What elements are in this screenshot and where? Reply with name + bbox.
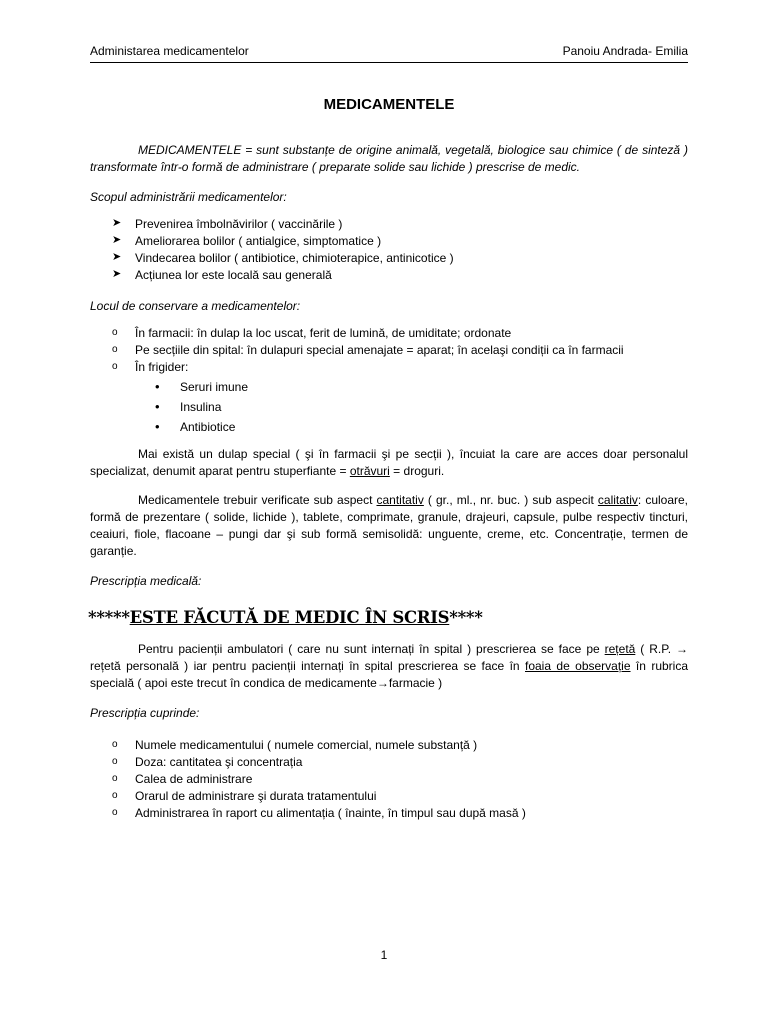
- list-item: o Calea de administrare: [112, 771, 253, 786]
- list-item: ➤ Acțiunea lor este locală sau generală: [112, 268, 332, 283]
- circle-bullet-icon: o: [112, 326, 118, 338]
- header-left: Administarea medicamentelor: [90, 44, 249, 58]
- fridge-list: [135, 379, 688, 436]
- arrow-bullet-icon: ➤: [112, 234, 122, 247]
- sub-list-item: • Seruri imune: [135, 379, 688, 396]
- list-item: o Pe secțiile din spital: în dulapuri special amenajate = aparat; în acelaşi condiții ca în farmacii: [112, 342, 624, 357]
- scope-heading: Scopul administrării medicamentelor:: [90, 190, 287, 205]
- page-number: 1: [380, 948, 388, 962]
- dot-bullet-icon: •: [155, 378, 160, 394]
- underlined-term: otrăvuri: [349, 463, 390, 478]
- dot-bullet-icon: •: [155, 418, 160, 434]
- circle-bullet-icon: o: [112, 343, 118, 355]
- sub-list-item: • Insulina: [135, 399, 688, 416]
- underlined-term: rețetă: [604, 642, 636, 657]
- circle-bullet-icon: o: [112, 755, 118, 767]
- underlined-term: cantitativ: [376, 492, 424, 507]
- intro-paragraph: MEDICAMENTELE = sunt substanțe de origine animală, vegetală, biologice sau chimice ( de sinteză ) transformate într-o formă de administrare ( preparate solide sau lichide ) prescrise de medic.: [90, 143, 688, 175]
- list-item: o În frigider: • Seruri imune • Insulina • Antibiotice: [90, 359, 688, 436]
- list-item: o Administrarea în raport cu alimentația ( înainte, în timpul sau după masă ): [112, 805, 526, 820]
- list-item: ➤ Prevenirea îmbolnăvirilor ( vaccinările ): [112, 217, 343, 232]
- arrow-bullet-icon: ➤: [112, 268, 122, 281]
- prescription-banner: *****ESTE FĂCUTĂ DE MEDIC ÎN SCRIS****: [88, 607, 483, 627]
- verify-paragraph: Medicamentele trebuir verificate sub aspect cantitativ ( gr., ml., nr. buc. ) sub aspecit calitativ: culoare, formă de prezentare ( solide, lichide ), tablete, comprimate, granule, drajeuri, capsule, pulbe respectiv tincturi, ceaiuri, fiole, flacoane – pungi dar şi sub formă semisolidă: unguente, creme, etc. Concentrație, termen de garanție.: [90, 492, 689, 558]
- circle-bullet-icon: o: [112, 772, 118, 784]
- page-title: MEDICAMENTELE: [323, 96, 455, 113]
- circle-bullet-icon: o: [112, 806, 118, 818]
- list-item: o Orarul de administrare şi durata tratamentului: [112, 788, 377, 803]
- underlined-term: foaia de observație: [525, 659, 631, 674]
- page-content: [90, 94, 688, 822]
- list-item: ➤ Ameliorarea bolilor ( antialgice, simptomatice ): [112, 234, 382, 249]
- list-item: o Doza: cantitatea şi concentrația: [112, 754, 303, 769]
- dot-bullet-icon: •: [155, 398, 160, 414]
- list-item: o În farmacii: în dulap la loc uscat, ferit de lumină, de umiditate; ordonate: [112, 325, 512, 340]
- conservation-heading: Locul de conservare a medicamentelor:: [90, 298, 301, 313]
- sub-list-item: • Antibiotice: [135, 419, 688, 436]
- header-right: Panoiu Andrada- Emilia: [562, 44, 688, 58]
- circle-bullet-icon: o: [112, 789, 118, 801]
- prescription-paragraph: Pentru pacienții ambulatori ( care nu sunt internați în spital ) prescrierea se face pe rețetă ( R.P. → rețetă personală ) iar pentru pacienții internați în spital prescrierea se face în foaia de observație în rubrica specială ( apoi este trecut în condica de medicamente→farmacie ): [90, 642, 689, 691]
- conservation-list: [90, 325, 688, 436]
- contents-heading: Prescripția cuprinde:: [90, 706, 200, 721]
- list-item: ➤ Vindecarea bolilor ( antibiotice, chimioterapice, antinicotice ): [112, 251, 454, 266]
- page-header: [90, 43, 688, 63]
- scope-list: [90, 216, 688, 284]
- contents-list: [90, 737, 688, 822]
- prescription-heading: Prescripția medicală:: [90, 573, 202, 588]
- circle-bullet-icon: o: [112, 360, 118, 372]
- list-item: o Numele medicamentului ( numele comercial, numele substanță ): [112, 737, 478, 752]
- circle-bullet-icon: o: [112, 738, 118, 750]
- underlined-term: calitativ: [597, 492, 638, 507]
- arrow-bullet-icon: ➤: [112, 251, 122, 264]
- cabinet-paragraph: Mai există un dulap special ( şi în farmacii şi pe secții ), încuiat la care are acces doar personalul specializat, denumit aparat pentru stuperfiante = otrăvuri = droguri.: [90, 446, 688, 478]
- arrow-bullet-icon: ➤: [112, 217, 122, 230]
